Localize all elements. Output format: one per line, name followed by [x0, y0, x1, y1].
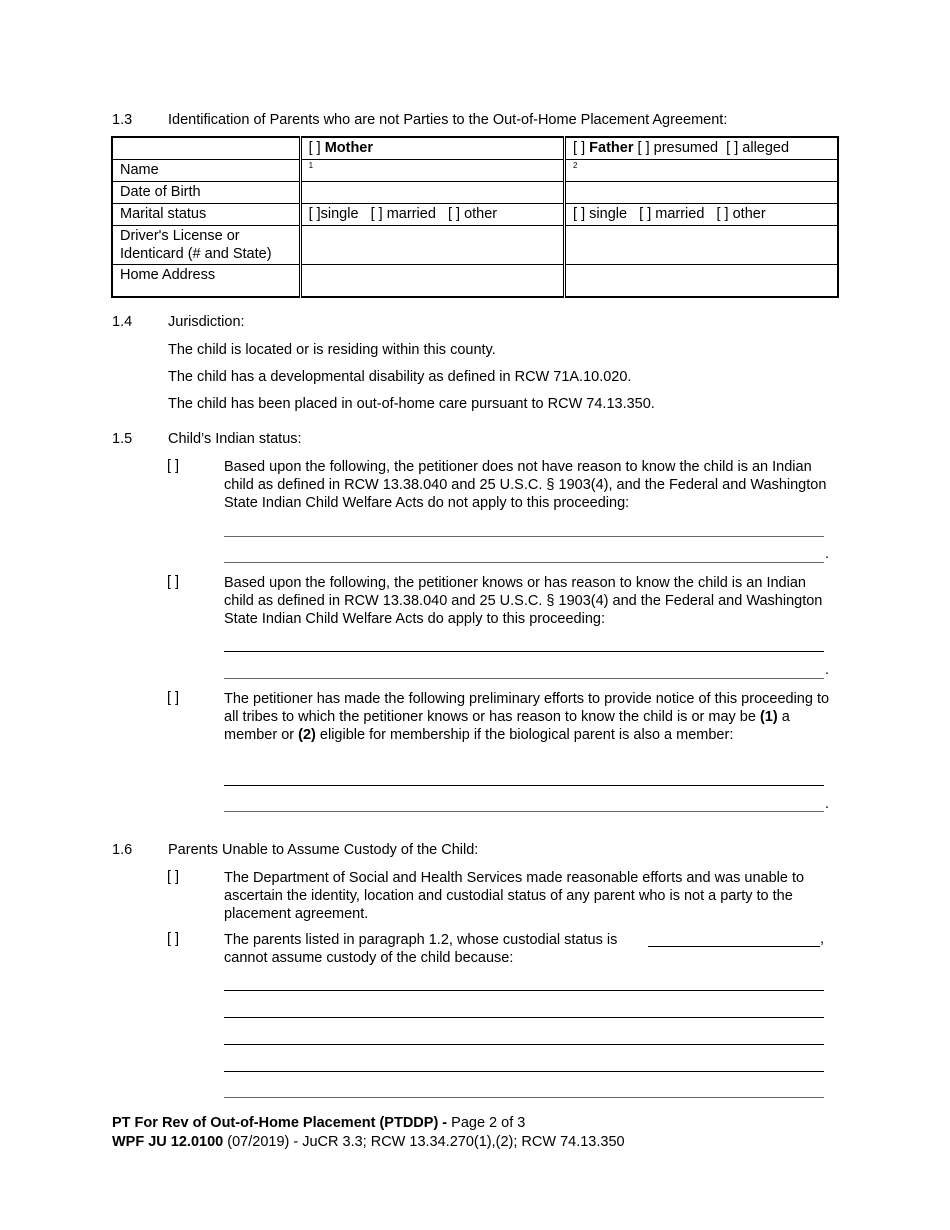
mother-marital-options[interactable]: [ ]single [ ] married [ ] other — [300, 203, 564, 225]
table-row — [112, 225, 838, 264]
period: . — [825, 662, 830, 678]
period: . — [825, 546, 830, 562]
fill-in-line[interactable] — [224, 811, 824, 812]
father-marital-options[interactable]: [ ] single [ ] married [ ] other — [565, 203, 838, 225]
section-heading: Jurisdiction: — [168, 314, 245, 330]
row-label-license: Driver's License or Identicard (# and State) — [112, 225, 300, 264]
custody-option-2: The parents listed in paragraph 1.2, whose custodial status is cannot assume custody of the child because: — [224, 932, 618, 966]
section-heading: Identification of Parents who are not Parties to the Out-of-Home Placement Agreement: — [168, 112, 728, 128]
parents-table — [111, 136, 839, 298]
footer-form-line — [112, 1134, 625, 1150]
jurisdiction-line: The child is located or is residing within this county. — [168, 342, 496, 358]
footer-form-id: WPF JU 12.0100 — [112, 1134, 224, 1150]
row-label-address: Home Address — [112, 264, 300, 297]
fill-in-line[interactable] — [224, 678, 824, 679]
period: . — [825, 796, 830, 812]
mother-label: Mother — [324, 140, 374, 156]
section-number: 1.3 — [112, 112, 133, 128]
row-label-marital: Marital status — [112, 203, 300, 225]
mother-dob-field[interactable] — [300, 181, 564, 203]
mother-name-field[interactable] — [300, 159, 564, 181]
custody-checkbox-1[interactable]: [ ] — [167, 869, 180, 885]
father-checkbox[interactable]: [ ] — [573, 140, 586, 156]
table-row — [112, 181, 838, 203]
indian-status-checkbox-3[interactable]: [ ] — [167, 690, 180, 706]
father-dob-field[interactable] — [565, 181, 838, 203]
fill-in-line[interactable] — [224, 1071, 824, 1072]
custody-option-1: The Department of Social and Health Services made reasonable efforts and was unable to ascertain the identity, location and custodial status of any parent who is not a party to the placement agreement. — [224, 870, 805, 922]
row-label-dob: Date of Birth — [112, 181, 300, 203]
fill-in-line[interactable] — [224, 1097, 824, 1098]
jurisdiction-line: The child has been placed in out-of-home care pursuant to RCW 74.13.350. — [168, 396, 655, 412]
custodial-status-field[interactable] — [648, 946, 820, 947]
section-heading: Child’s Indian status: — [168, 431, 302, 447]
father-label: Father — [589, 140, 634, 156]
mother-checkbox[interactable]: [ ] — [308, 140, 321, 156]
table-row — [112, 159, 838, 181]
footer-title-line — [112, 1115, 525, 1131]
section-heading: Parents Unable to Assume Custody of the Child: — [168, 842, 479, 858]
mother-address-field[interactable] — [300, 264, 564, 297]
comma: , — [820, 931, 825, 947]
custody-checkbox-2[interactable]: [ ] — [167, 931, 180, 947]
table-row — [112, 264, 838, 297]
father-license-field[interactable] — [565, 225, 838, 264]
mother-license-field[interactable] — [300, 225, 564, 264]
footer-citation: (07/2019) - JuCR 3.3; RCW 13.34.270(1),(2); RCW 74.13.350 — [223, 1134, 625, 1150]
footer-title: PT For Rev of Out-of-Home Placement (PTDDP) - — [112, 1115, 448, 1131]
jurisdiction-line: The child has a developmental disability as defined in RCW 71A.10.020. — [168, 369, 632, 385]
fill-in-line[interactable] — [224, 1017, 824, 1018]
indian-status-checkbox-1[interactable]: [ ] — [167, 458, 180, 474]
indian-status-option-3: The petitioner has made the following preliminary efforts to provide notice of this proceeding to all tribes to which the petitioner knows or has reason to know the child is or may be (1) a member or (2) eligible for membership if the biological parent is also a member: — [224, 691, 830, 743]
father-address-field[interactable] — [565, 264, 838, 297]
section-number: 1.4 — [112, 314, 133, 330]
footnote-marker: 2 — [573, 160, 578, 170]
row-label-name: Name — [112, 159, 300, 181]
footnote-marker: 1 — [308, 160, 314, 170]
mother-header — [300, 137, 564, 159]
fill-in-line[interactable] — [224, 1044, 824, 1045]
fill-in-line[interactable] — [224, 562, 824, 563]
fill-in-line[interactable] — [224, 651, 824, 652]
father-type-options[interactable]: [ ] presumed [ ] alleged — [637, 140, 790, 156]
fill-in-line[interactable] — [224, 990, 824, 991]
table-row — [112, 203, 838, 225]
fill-in-line[interactable] — [224, 785, 824, 786]
indian-status-option-2: Based upon the following, the petitioner knows or has reason to know the child is an Indian child as defined in RCW 13.38.040 and 25 U.S.C. § 1903(4) and the Federal and Washington State Indian Child Welfare Acts do apply to this proceeding: — [224, 575, 823, 627]
indian-status-option-1: Based upon the following, the petitioner does not have reason to know the child is an Indian child as defined in RCW 13.38.040 and 25 U.S.C. § 1903(4), and the Federal and Washington State Indian Child Welfare Acts do not apply to this proceeding: — [224, 459, 827, 511]
fill-in-line[interactable] — [224, 536, 824, 537]
section-number: 1.5 — [112, 431, 133, 447]
section-number: 1.6 — [112, 842, 133, 858]
table-header-row — [112, 137, 838, 159]
father-name-field[interactable] — [565, 159, 838, 181]
indian-status-checkbox-2[interactable]: [ ] — [167, 574, 180, 590]
father-header — [565, 137, 838, 159]
footer-page: Page 2 of 3 — [447, 1115, 526, 1131]
